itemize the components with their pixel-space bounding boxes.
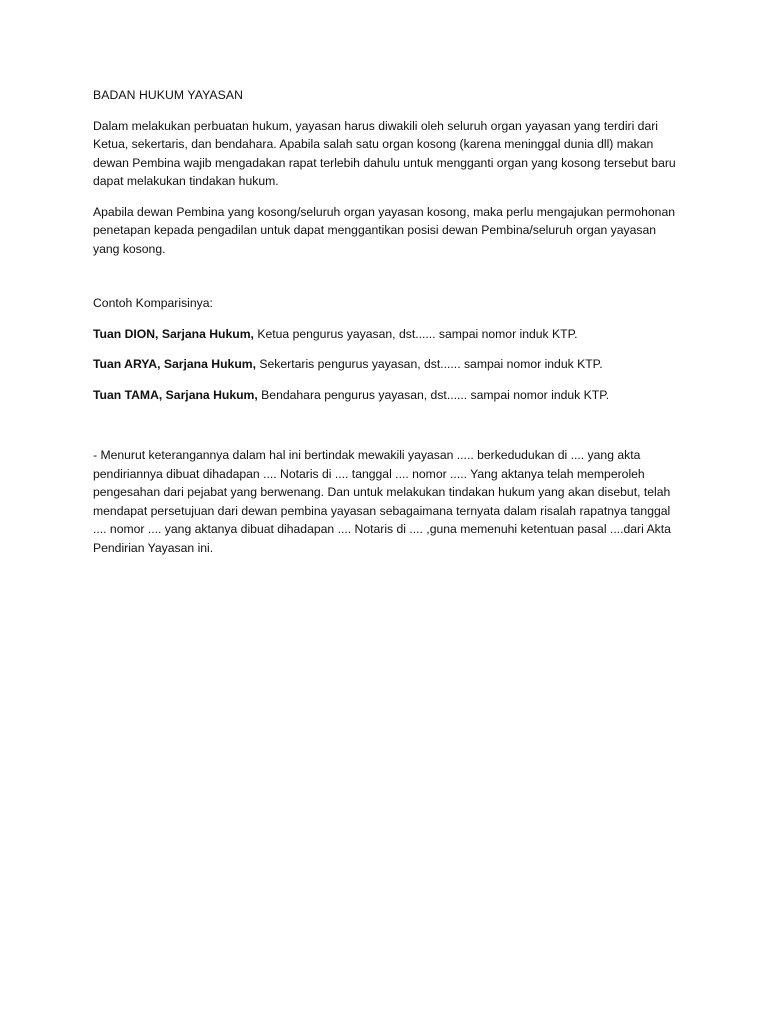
- example-heading: Contoh Komparisinya:: [93, 296, 213, 310]
- party-name: Tuan TAMA, Sarjana Hukum,: [93, 387, 258, 402]
- paragraph-court-petition: Apabila dewan Pembina yang kosong/seluruh organ yayasan kosong, maka perlu mengajukan permohonan penetapan kepada pengadilan untuk dapat menggantikan posisi dewan Pembina/seluruh organ yayasan yang kosong.: [93, 204, 675, 256]
- party-description: Sekertaris pengurus yayasan, dst...... sampai nomor induk KTP.: [256, 357, 603, 371]
- document-page: [93, 86, 683, 569]
- party-description: Bendahara pengurus yayasan, dst...... sampai nomor induk KTP.: [257, 387, 610, 402]
- spacer: [93, 416, 683, 446]
- party-name: Tuan ARYA, Sarjana Hukum,: [93, 357, 256, 371]
- spacer: [93, 270, 683, 294]
- paragraph-legal-action: Dalam melakukan perbuatan hukum, yayasan harus diwakili oleh seluruh organ yayasan yang terdiri dari Ketua, sekertaris, dan bendahara. Apabila salah satu organ kosong (karena meninggal dunia dll) makan dewan Pembina wajib mengadakan rapat terlebih dahulu untuk mengganti organ yang kosong tersebut baru dapat melakukan tindakan hukum.: [93, 118, 676, 188]
- document-title: BADAN HUKUM YAYASAN: [93, 88, 243, 102]
- party-description: Ketua pengurus yayasan, dst...... sampai nomor induk KTP.: [253, 326, 578, 341]
- party-name: Tuan DION, Sarjana Hukum,: [93, 326, 254, 341]
- closing-paragraph: - Menurut keterangannya dalam hal ini bertindak mewakili yayasan ..... berkedudukan di .... yang akta pendiriannya dibuat dihadapan .... Notaris di .... tanggal .... nomor ..... Yang aktanya telah memperoleh pengesahan dari pejabat yang berwenang. Dan untuk melakukan tindakan hukum yang akan disebut, telah mendapat persetujuan dari dewan pembina yayasan sebagaimana ternyata dalam risalah rapatnya tanggal .... nomor .... yang aktanya dibuat dihadapan .... Notaris di .... ,guna memenuhi ketentuan pasal ....dari Akta Pendirian Yayasan ini.: [93, 448, 671, 555]
- party-line-tama: [93, 386, 683, 405]
- party-line-dion: [93, 325, 683, 344]
- party-line-arya: [93, 355, 683, 374]
